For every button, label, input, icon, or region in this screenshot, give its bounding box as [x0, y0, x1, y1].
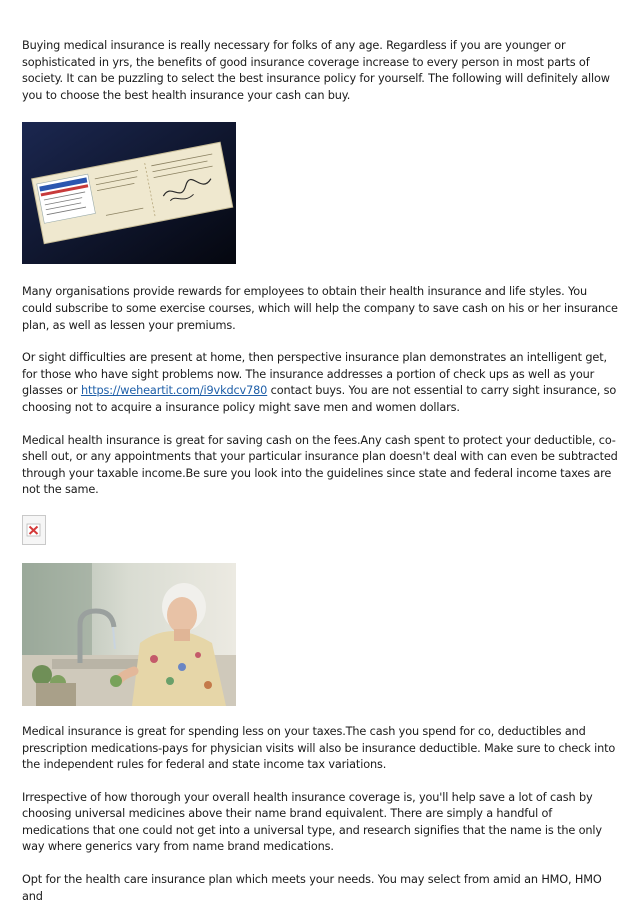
paragraph-employer-rewards: Many organisations provide rewards for employees to obtain their health insurance and life styles. You could subscribe to some exercise courses, which will help the company to save cash on his or her insurance plan, as well as lessen your premiums.	[22, 285, 618, 332]
woman-kitchen-graphic	[22, 563, 236, 706]
weheartit-link[interactable]: https://weheartit.com/i9vkdcv780	[80, 384, 268, 398]
broken-image-x-icon	[23, 516, 45, 544]
paragraph-generic-medicines: Irrespective of how thorough your overall health insurance coverage is, you'll help save a lot of cash by choosing universal medicines above their name brand equivalent. There are simply a handful of medications that one could not get into a universal type, and research signifies that the name is the only way where generics vary from name brand medications.	[22, 790, 602, 854]
insurance-card-image	[22, 122, 236, 264]
sight-text-before: Or sight difficulties are present at home, then perspective insurance plan demonstrates an intelligent get, for those who have sight problems now. The insurance addresses a portion of check ups as well as your glasses or	[22, 351, 607, 398]
document-body	[22, 38, 620, 905]
elderly-woman-image	[22, 563, 236, 706]
paragraph-plan-choice: Opt for the health care insurance plan which meets your needs. You may select from amid an HMO, HMO and	[22, 873, 602, 903]
insurance-card-graphic	[22, 122, 236, 264]
paragraph-intro: Buying medical insurance is really necessary for folks of any age. Regardless if you are younger or sophisticated in yrs, the benefits of good insurance coverage increase to every person in most parts of society. It can be puzzling to select the best insurance policy for yourself. The following will definitely allow you to choose the best health insurance your cash can buy.	[22, 39, 610, 102]
broken-image-icon	[22, 515, 46, 545]
paragraph-tax-savings: Medical health insurance is great for saving cash on the fees.Any cash spent to protect your deductible, co-shell out, or any appointments that your particular insurance plan doesn't deal with can even be subtracted through your taxable income.Be sure you look into the guidelines since state and federal income taxes are not the same.	[22, 433, 618, 497]
sight-text-after: contact buys. You are not essential to carry sight insurance, so choosing not to acquire a insurance policy might save men and women dollars.	[22, 384, 617, 414]
paragraph-sight-insurance	[22, 350, 620, 416]
paragraph-tax-spending: Medical insurance is great for spending less on your taxes.The cash you spend for co, deductibles and prescription medications-pays for physician visits will also be insurance deductible. Make sure to check into the independent rules for federal and state income tax variations.	[22, 724, 616, 772]
